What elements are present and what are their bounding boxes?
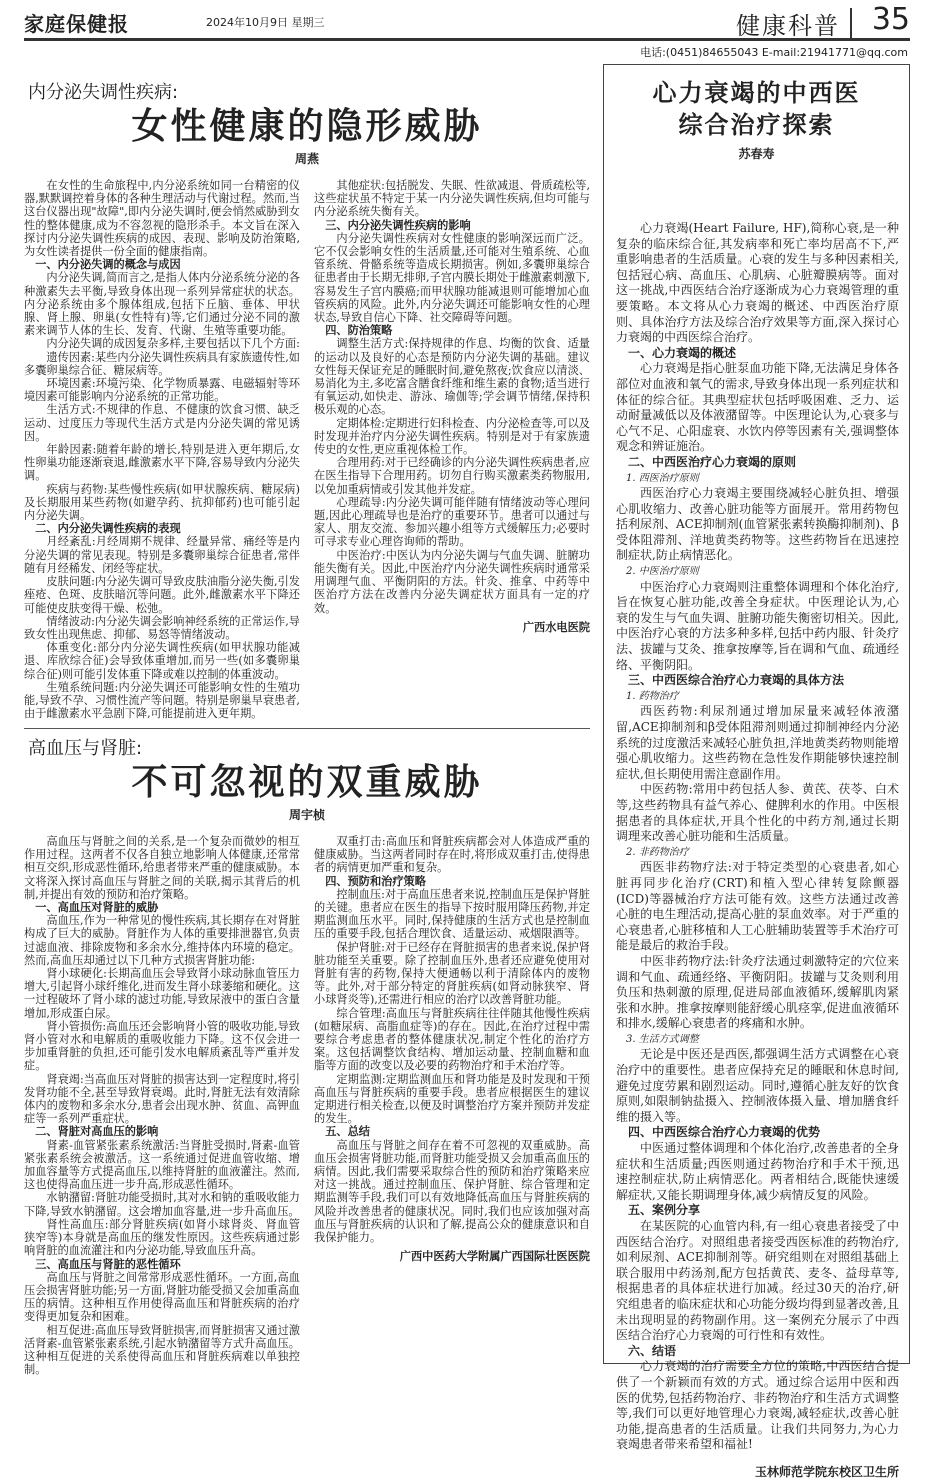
paragraph: 调整生活方式:保持规律的作息、均衡的饮食、适量的运动以及良好的心态是预防内分泌失调的基础。建议女性每天保证充足的睡眠时间,避免熬夜;饮食应以清淡、易消化为主,多吃富含膳食纤维和维生素的食物;适当进行有氧运动,如快走、游泳、瑜伽等;学会调节情绪,保持积极乐观的心态。 bbox=[314, 337, 590, 417]
subsection-heading: 1. 西医治疗原则 bbox=[626, 472, 699, 484]
paragraph: 高血压与肾脏之间常常形成恶性循环。一方面,高血压会损害肾脏功能;另一方面,肾脏功能受损又会加重高血压的病情。这种相互作用使得高血压和肾脏疾病的治疗变得更加复杂和困难。 bbox=[24, 1270, 300, 1324]
article-hypertension bbox=[24, 734, 590, 1391]
paragraph: 内分泌失调的成因复杂多样,主要包括以下几个方面: bbox=[46, 337, 300, 351]
paragraph: 肾素-血管紧张素系统激活:当肾脏受损时,肾素-血管紧张素系统会被激活。这一系统通过促进血管收缩、增加血容量等方式提高血压,以维持肾脏的血液灌注。然而,这也使得高血压进一步升高,形成恶性循环。 bbox=[24, 1138, 300, 1192]
paragraph: 西医非药物疗法:对于特定类型的心衰患者,如心脏再同步化治疗(CRT)和植入型心律转复除颤器(ICD)等器械治疗方法可能有效。这些方法通过改善心脏的电生理活动,提高心脏的泵血效率。对于严重的心衰患者,心脏移植和人工心脏辅助装置等手术治疗可能是最后的救治手段。 bbox=[616, 860, 899, 953]
article-body bbox=[24, 835, 590, 1391]
paragraph: 水钠潴留:肾脏功能受损时,其对水和钠的重吸收能力下降,导致水钠潴留。这会增加血容量,进一步升高血压。 bbox=[24, 1191, 300, 1218]
paragraph: 中医治疗:中医认为内分泌失调与气血失调、脏腑功能失衡有关。因此,中医治疗内分泌失调性疾病时通常采用调理气血、平衡阴阳的方法。针灸、推拿、中药等中医治疗方法在改善内分泌失调症状方面具有一定的疗效。 bbox=[314, 548, 590, 615]
author-affiliation: 广西中医药大学附属广西国际壮医医院 bbox=[399, 1250, 590, 1264]
subsection-heading: 3. 生活方式调整 bbox=[626, 1033, 699, 1045]
paragraph: 控制血压:对于高血压患者来说,控制血压是保护肾脏的关键。患者应在医生的指导下按时服用降压药物,并定期监测血压水平。同时,保持健康的生活方式也是控制血压的重要手段,包括合理饮食、适量运动、戒烟限酒等。 bbox=[314, 887, 590, 941]
section-heading: 六、结语 bbox=[628, 1343, 677, 1358]
article-body bbox=[616, 221, 899, 1479]
paragraph: 综合管理:高血压与肾脏疾病往往伴随其他慢性疾病(如糖尿病、高脂血症等)的存在。因此,在治疗过程中需要综合考虑患者的整体健康状况,制定个性化的治疗方案。这包括调整饮食结构、增加运动量、控制血糖和血脂等方面的改变以及必要的药物治疗和手术治疗等。 bbox=[314, 1006, 590, 1073]
paragraph: 月经紊乱:月经周期不规律、经量异常、痛经等是内分泌失调的常见表现。特别是多囊卵巢综合征患者,常伴随有月经稀发、闭经等症状。 bbox=[24, 535, 300, 575]
paragraph: 疾病与药物:某些慢性疾病(如甲状腺疾病、糖尿病)及长期服用某些药物(如避孕药、抗抑郁药)也可能引起内分泌失调。 bbox=[24, 482, 300, 523]
paragraph: 高血压与肾脏之间的关系,是一个复杂而微妙的相互作用过程。这两者不仅各自独立地影响人体健康,还常常相互交织,形成恶性循环,给患者带来严重的健康威胁。本文将深入探讨高血压与肾脏之间的关联,揭示其背后的机制,并提出有效的预防和治疗策略。 bbox=[24, 835, 300, 901]
paper-name: 家庭保健报 bbox=[24, 12, 129, 36]
subsection-heading: 2. 非药物治疗 bbox=[626, 846, 689, 858]
article-headline-line1: 心力衰竭的中西医 bbox=[652, 78, 861, 107]
paragraph: 中医非药物疗法:针灸疗法通过刺激特定的穴位来调和气血、疏通经络、平衡阴阳。拔罐与艾灸则利用负压和热刺激的原理,促进局部血液循环,缓解肌肉紧张和水肿。推拿按摩则能舒缓心肌痉挛,促进血液循环和排水,缓解心衰患者的疼痛和水肿。 bbox=[616, 953, 899, 1031]
section-heading: 三、中西医综合治疗心力衰竭的具体方法 bbox=[628, 673, 845, 688]
paragraph: 年龄因素:随着年龄的增长,特别是进入更年期后,女性卵巢功能逐渐衰退,雌激素水平下降,容易导致内分泌失调。 bbox=[24, 443, 300, 483]
article-heart-failure bbox=[603, 64, 910, 1479]
article-headline-line2: 综合治疗探索 bbox=[678, 110, 835, 139]
paragraph: 在女性的生命旅程中,内分泌系统如同一台精密的仪器,默默调控着身体的各种生理活动与代谢过程。然而,当这台仪器出现"故障",即内分泌失调时,便会悄然威胁到女性的整体健康,成为不容忽视的隐形杀手。本文旨在深入探讨内分泌失调性疾病的成因、表现、影响及防治策略,为女性读者提供一份全面的健康指南。 bbox=[24, 179, 300, 259]
paragraph: 中医通过整体调理和个体化治疗,改善患者的全身症状和生活质量;西医则通过药物治疗和手术干预,迅速控制症状,防止病情恶化。两者相结合,既能快速缓解症状,又能长期调理身体,减少病情反复的风险。 bbox=[616, 1141, 899, 1202]
masthead-divider bbox=[850, 8, 852, 38]
article-column bbox=[24, 179, 300, 739]
paragraph: 其他症状:包括脱发、失眠、性欲减退、骨质疏松等,这些症状虽不特定于某一内分泌失调性疾病,但均可能与内分泌系统失衡有关。 bbox=[314, 179, 590, 219]
section-heading: 三、高血压与肾脏的恶性循环 bbox=[35, 1257, 181, 1271]
paragraph: 心力衰竭(Heart Failure, HF),简称心衰,是一种复杂的临床综合征,其发病率和死亡率均居高不下,严重影响患者的生活质量。心衰的发生与多种因素相关,包括冠心病、高血压、心肌病、心脏瓣膜病等。面对这一挑战,中西医结合治疗逐渐成为心力衰竭管理的重要策略。本文将从心力衰竭的概述、中西医治疗原则、具体治疗方法及综合治疗效果等方面,深入探讨心力衰竭的中西医综合治疗。 bbox=[616, 221, 899, 345]
section-heading: 一、高血压对肾脏的威胁 bbox=[35, 901, 159, 915]
paragraph: 生殖系统问题:内分泌失调还可能影响女性的生殖功能,导致不孕、习惯性流产等问题。特别是卵巢早衰患者,由于雌激素水平急剧下降,可能提前进入更年期。 bbox=[24, 680, 300, 721]
section-heading: 二、肾脏对高血压的影响 bbox=[35, 1125, 159, 1139]
article-headline: 不可忽视的双重威胁 bbox=[131, 761, 483, 803]
section-heading: 一、心力衰竭的概述 bbox=[628, 345, 737, 360]
masthead bbox=[24, 2, 910, 41]
section-heading: 一、内分泌失调的概念与成因 bbox=[35, 258, 181, 272]
article-kicker: 高血压与肾脏: bbox=[28, 738, 143, 759]
section-title: 健康科普 bbox=[736, 12, 840, 40]
paragraph: 西医治疗心力衰竭主要围绕减轻心脏负担、增强心肌收缩力、改善心脏功能等方面展开。常用药物包括利尿剂、ACE抑制剂(血管紧张素转换酶抑制剂)、β受体阻滞剂、洋地黄类药物等。这些药物旨在迅速控制症状,防止病情恶化。 bbox=[616, 486, 899, 563]
paragraph: 肾小管损伤:高血压还会影响肾小管的吸收功能,导致肾小管对水和电解质的重吸收能力下降。这不仅会进一步加重肾脏的负担,还可能引发水电解质紊乱等严重并发症。 bbox=[24, 1019, 300, 1073]
paragraph: 高血压,作为一种常见的慢性疾病,其长期存在对肾脏构成了巨大的威胁。肾脏作为人体的重要排泄器官,负责过滤血液、排除废物和多余水分,维持体内环境的稳定。然而,高血压却通过以下几种方式损害肾脏功能: bbox=[24, 914, 300, 967]
paragraph: 皮肤问题:内分泌失调可导致皮肤油脂分泌失衡,引发痤疮、色斑、皮肤暗沉等问题。此外,雌激素水平下降还可能使皮肤变得干燥、松弛。 bbox=[24, 575, 300, 615]
subsection-heading: 2. 中医治疗原则 bbox=[626, 566, 699, 578]
paragraph: 相互促进:高血压导致肾脏损害,而肾脏损害又通过激活肾素-血管紧张素系统,引起水钠潴留等方式升高血压。这种相互促进的关系使得高血压和肾脏疾病难以单独控制。 bbox=[24, 1323, 300, 1377]
paragraph: 肾小球硬化:长期高血压会导致肾小球动脉血管压力增大,引起肾小球纤维化,进而发生肾小球萎缩和硬化。这一过程破坏了肾小球的滤过功能,导致尿液中的蛋白含量增加,形成蛋白尿。 bbox=[24, 967, 300, 1020]
paragraph: 中医治疗心力衰竭则注重整体调理和个体化治疗,旨在恢复心脏功能,改善全身症状。中医理论认为,心衰的发生与气血失调、脏腑功能失衡密切相关。因此,中医治疗心衰的方法多种多样,包括中药内服、针灸疗法、拔罐与艾灸、推拿按摩等,旨在调和气血、疏通经络、平衡阴阳。 bbox=[616, 579, 899, 672]
paragraph: 体重变化:部分内分泌失调性疾病(如甲状腺功能减退、库欣综合征)会导致体重增加,而另一些(如多囊卵巢综合征)则可能引发体重下降或难以控制的体重波动。 bbox=[24, 641, 300, 681]
paragraph: 遗传因素:某些内分泌失调性疾病具有家族遗传性,如多囊卵巢综合征、糖尿病等。 bbox=[24, 350, 300, 377]
paragraph: 心力衰竭是指心脏泵血功能下降,无法满足身体各部位对血液和氧气的需求,导致身体出现一系列症状和体征的综合征。其典型症状包括呼吸困难、乏力、运动耐量减低以及体液潴留等。中医理论认为,心衰多与心气不足、心阳虚衰、水饮内停等因素有关,强调整体观念和辨证施治。 bbox=[616, 361, 899, 454]
paragraph: 高血压与肾脏之间存在着不可忽视的双重威胁。高血压会损害肾脏功能,而肾脏功能受损又会加重高血压的病情。因此,我们需要采取综合性的预防和治疗策略来应对这一挑战。通过控制血压、保护肾脏、综合管理和定期监测等手段,我们可以有效地降低高血压与肾脏疾病的风险并改善患者的健康状况。同时,我们也应该加强对高血压与肾脏疾病的认识和了解,提高公众的健康意识和自我保护能力。 bbox=[314, 1138, 590, 1245]
article-body bbox=[24, 179, 590, 739]
paragraph: 合理用药:对于已经确诊的内分泌失调性疾病患者,应在医生指导下合理用药。切勿自行购买激素类药物服用,以免加重病情或引发其他并发症。 bbox=[314, 456, 590, 496]
paragraph: 定期监测:定期监测血压和肾功能是及时发现和干预高血压与肾脏疾病的重要手段。患者应根据医生的建议定期进行相关检查,以便及时调整治疗方案并预防并发症的发生。 bbox=[314, 1072, 590, 1126]
paragraph: 保护肾脏:对于已经存在肾脏损害的患者来说,保护肾脏功能至关重要。除了控制血压外,患者还应避免使用对肾脏有害的药物,保持大便通畅以利于清除体内的废物等。此外,对于部分特定的肾脏疾病(如肾动脉狭窄、肾小球肾炎等),还需进行相应的治疗以改善肾脏功能。 bbox=[314, 940, 590, 1007]
paragraph: 无论是中医还是西医,都强调生活方式调整在心衰治疗中的重要性。患者应保持充足的睡眠和休息时间,避免过度劳累和剧烈运动。同时,遵循心脏友好的饮食原则,如限制钠盐摄入、控制液体摄入量、增加膳食纤维的摄入等。 bbox=[616, 1047, 899, 1124]
article-headline: 女性健康的隐形威胁 bbox=[131, 105, 483, 147]
paragraph: 内分泌失调性疾病对女性健康的影响深远而广泛。它不仅会影响女性的生活质量,还可能对生殖系统、心血管系统、骨骼系统等造成长期损害。例如,多囊卵巢综合征患者由于长期无排卵,子宫内膜长期处于雌激素刺激下,容易发生子宫内膜癌;而甲状腺功能减退则可能增加心血管疾病的风险。此外,内分泌失调还可能影响女性的心理状态,导致自信心下降、社交障碍等问题。 bbox=[314, 231, 590, 325]
article-kicker: 内分泌失调性疾病: bbox=[28, 82, 179, 103]
author-affiliation: 广西水电医院 bbox=[522, 620, 590, 634]
paragraph: 定期体检:定期进行妇科检查、内分泌检查等,可以及时发现并治疗内分泌失调性疾病。特别是对于有家族遗传史的女性,更应重视体检工作。 bbox=[314, 416, 590, 457]
article-column bbox=[24, 835, 300, 1391]
paragraph: 双重打击:高血压和肾脏疾病都会对人体造成严重的健康威胁。当这两者同时存在时,将形成双重打击,使得患者的病情更加严重和复杂。 bbox=[314, 835, 590, 875]
paragraph: 在某医院的心血管内科,有一组心衰患者接受了中西医结合治疗。对照组患者接受西医标准的药物治疗,如利尿剂、ACE抑制剂等。研究组则在对照组基础上联合服用中药汤剂,配方包括黄芪、麦冬、益母草等,根据患者的具体症状进行加减。经过30天的治疗,研究组患者的临床症状和心功能分级均得到显著改善,且未出现明显的药物副作用。这一案例充分展示了中西医结合治疗心力衰竭的可行性和有效性。 bbox=[616, 1219, 899, 1343]
article-column bbox=[314, 179, 590, 739]
contact-info: 电话:(0451)84655043 E-mail:21941771@qq.com bbox=[640, 46, 908, 59]
paragraph: 生活方式:不规律的作息、不健康的饮食习惯、缺乏运动、过度压力等现代生活方式是内分泌失调的常见诱因。 bbox=[24, 403, 300, 443]
section-heading: 三、内分泌失调性疾病的影响 bbox=[325, 218, 471, 232]
paragraph: 心力衰竭的治疗需要全方位的策略,中西医结合提供了一个新颖而有效的方式。通过综合运用中医和西医的优势,包括药物治疗、非药物治疗和生活方式调整等,我们可以更好地管理心力衰竭,减轻症状,改善心脏功能,提高患者的生活质量。让我们共同努力,为心力衰竭患者带来希望和福祉! bbox=[616, 1359, 899, 1452]
article-endocrine bbox=[24, 78, 590, 739]
paragraph: 环境因素:环境污染、化学物质暴露、电磁辐射等环境因素可能影响内分泌系统的正常功能。 bbox=[24, 377, 300, 404]
section-heading: 四、中西医综合治疗心力衰竭的优势 bbox=[628, 1125, 821, 1140]
page-number: 35 bbox=[871, 2, 910, 37]
issue-date: 2024年10月9日 星期三 bbox=[206, 16, 325, 29]
section-heading: 五、总结 bbox=[325, 1125, 370, 1139]
paragraph: 心理疏导:内分泌失调可能伴随有情绪波动等心理问题,因此心理疏导也是治疗的重要环节。患者可以通过与家人、朋友交流、参加兴趣小组等方式缓解压力;必要时可寻求专业心理咨询师的帮助。 bbox=[314, 495, 590, 549]
paragraph: 中医药物:常用中药包括人参、黄芪、茯苓、白术等,这些药物具有益气养心、健脾利水的作用。中医根据患者的具体症状,开具个性化的中药方剂,通过长期调理来改善心脏功能和生活质量。 bbox=[616, 782, 899, 844]
section-heading: 四、防治策略 bbox=[325, 324, 393, 338]
author-affiliation: 玉林师范学院东校区卫生所 bbox=[754, 1464, 899, 1479]
article-byline: 周宇桢 bbox=[288, 808, 325, 822]
article-column bbox=[314, 835, 590, 1391]
subsection-heading: 1. 药物治疗 bbox=[626, 690, 679, 702]
article-byline: 周燕 bbox=[294, 152, 319, 166]
paragraph: 内分泌失调,简而言之,是指人体内分泌系统分泌的各种激素失去平衡,导致身体出现一系列异常症状的状态。内分泌系统由多个腺体组成,包括下丘脑、垂体、甲状腺、肾上腺、卵巢(女性特有)等,它们通过分泌不同的激素来调节人体的生长、发育、代谢、生殖等重要功能。 bbox=[24, 271, 300, 338]
section-heading: 二、内分泌失调性疾病的表现 bbox=[35, 522, 181, 536]
paragraph: 肾性高血压:部分肾脏疾病(如肾小球肾炎、肾血管狭窄等)本身就是高血压的继发性原因。这些疾病通过影响肾脏的血流灌注和内分泌功能,导致血压升高。 bbox=[24, 1217, 300, 1258]
article-divider bbox=[24, 728, 590, 729]
article-byline: 苏春寿 bbox=[738, 147, 775, 161]
section-heading: 四、预防和治疗策略 bbox=[325, 874, 426, 888]
paragraph: 情绪波动:内分泌失调会影响神经系统的正常运作,导致女性出现焦虑、抑郁、易怒等情绪波动。 bbox=[24, 614, 300, 641]
paragraph: 肾衰竭:当高血压对肾脏的损害达到一定程度时,将引发肾功能不全,甚至导致肾衰竭。此时,肾脏无法有效清除体内的废物和多余水分,患者会出现水肿、贫血、高钾血症等一系列严重症状。 bbox=[24, 1072, 300, 1126]
section-heading: 五、案例分享 bbox=[628, 1203, 701, 1218]
paragraph: 西医药物:利尿剂通过增加尿量来减轻体液潴留,ACE抑制剂和β受体阻滞剂则通过抑制神经内分泌系统的过度激活来减轻心脏负担,洋地黄类药物则能增强心肌收缩力。这些药物在急性发作期能够快速控制症状,但长期使用需注意副作用。 bbox=[616, 704, 899, 781]
section-heading: 二、中西医治疗心力衰竭的原则 bbox=[628, 454, 797, 469]
